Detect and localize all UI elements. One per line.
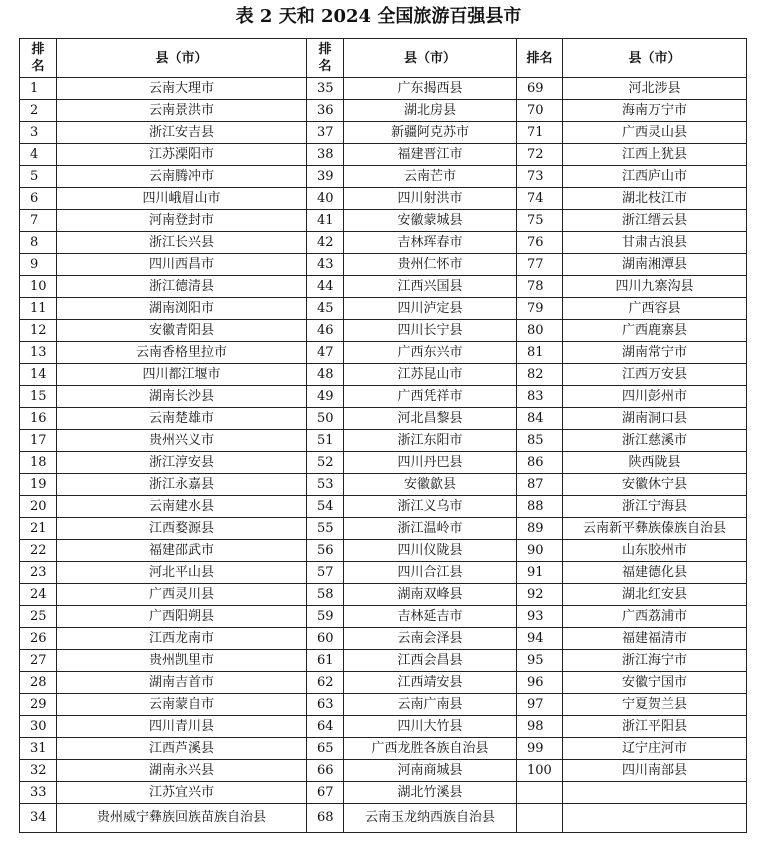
county-name-cell: 江苏昆山市 — [344, 364, 517, 386]
rank-cell: 49 — [307, 386, 344, 408]
rank-cell: 26 — [20, 628, 57, 650]
table-row — [20, 738, 747, 760]
table-row — [20, 518, 747, 540]
table-row — [20, 694, 747, 716]
rank-cell: 27 — [20, 650, 57, 672]
rank-cell: 34 — [20, 804, 57, 833]
table-row — [20, 760, 747, 782]
county-name-cell: 福建德化县 — [563, 562, 747, 584]
header-rank-char-1: 排 — [318, 42, 332, 57]
county-name-cell: 云南新平彝族傣族自治县 — [563, 518, 747, 540]
county-name-cell: 江苏宜兴市 — [57, 782, 307, 804]
rank-cell: 88 — [517, 496, 563, 518]
county-name-cell: 浙江慈溪市 — [563, 430, 747, 452]
rank-cell: 79 — [517, 298, 563, 320]
table-row — [20, 166, 747, 188]
rank-cell: 69 — [517, 78, 563, 100]
county-name-cell: 四川泸定县 — [344, 298, 517, 320]
table-row — [20, 474, 747, 496]
county-name-cell: 浙江宁海县 — [563, 496, 747, 518]
rank-cell: 19 — [20, 474, 57, 496]
county-name-cell: 湖南永兴县 — [57, 760, 307, 782]
rank-cell: 59 — [307, 606, 344, 628]
county-name-cell: 云南广南县 — [344, 694, 517, 716]
county-name-cell: 广西灵川县 — [57, 584, 307, 606]
county-name-cell: 云南景洪市 — [57, 100, 307, 122]
county-name-cell: 贵州凯里市 — [57, 650, 307, 672]
county-name-cell: 江西万安县 — [563, 364, 747, 386]
county-name-cell: 云南玉龙纳西族自治县 — [344, 804, 517, 833]
county-name-cell: 江西芦溪县 — [57, 738, 307, 760]
table-row — [20, 320, 747, 342]
rank-cell: 30 — [20, 716, 57, 738]
rank-cell: 36 — [307, 100, 344, 122]
rank-cell: 89 — [517, 518, 563, 540]
rank-cell: 16 — [20, 408, 57, 430]
rank-cell: 68 — [307, 804, 344, 833]
table-row — [20, 606, 747, 628]
county-name-cell: 辽宁庄河市 — [563, 738, 747, 760]
county-name-cell: 江西庐山市 — [563, 166, 747, 188]
rank-cell: 99 — [517, 738, 563, 760]
county-name-cell: 四川南部县 — [563, 760, 747, 782]
table-row — [20, 562, 747, 584]
county-name-cell: 宁夏贺兰县 — [563, 694, 747, 716]
rank-cell: 62 — [307, 672, 344, 694]
county-name-cell: 广西荔浦市 — [563, 606, 747, 628]
county-name-cell: 湖南湘潭县 — [563, 254, 747, 276]
rank-cell: 22 — [20, 540, 57, 562]
rank-cell: 98 — [517, 716, 563, 738]
rank-cell: 56 — [307, 540, 344, 562]
county-name-cell: 云南建水县 — [57, 496, 307, 518]
county-name-cell — [563, 804, 747, 833]
county-name-cell: 安徽青阳县 — [57, 320, 307, 342]
table-row — [20, 496, 747, 518]
county-name-cell: 安徽蒙城县 — [344, 210, 517, 232]
rank-cell: 87 — [517, 474, 563, 496]
rank-cell: 7 — [20, 210, 57, 232]
table-row — [20, 408, 747, 430]
county-name-cell: 吉林珲春市 — [344, 232, 517, 254]
county-name-cell: 陕西陇县 — [563, 452, 747, 474]
rank-cell: 61 — [307, 650, 344, 672]
county-name-cell: 安徽休宁县 — [563, 474, 747, 496]
rank-cell: 18 — [20, 452, 57, 474]
rank-cell: 6 — [20, 188, 57, 210]
table-row — [20, 650, 747, 672]
county-name-cell: 吉林延吉市 — [344, 606, 517, 628]
table-row — [20, 452, 747, 474]
table-row — [20, 122, 747, 144]
county-name-cell: 浙江永嘉县 — [57, 474, 307, 496]
rank-cell: 31 — [20, 738, 57, 760]
header-rank-char-1: 排 — [31, 42, 45, 57]
county-name-cell: 湖北竹溪县 — [344, 782, 517, 804]
county-name-cell: 湖南常宁市 — [563, 342, 747, 364]
county-name-cell: 广西容县 — [563, 298, 747, 320]
county-name-cell: 云南大理市 — [57, 78, 307, 100]
rank-cell: 96 — [517, 672, 563, 694]
table-row — [20, 254, 747, 276]
county-name-cell: 四川合江县 — [344, 562, 517, 584]
rank-cell: 82 — [517, 364, 563, 386]
county-name-cell: 贵州仁怀市 — [344, 254, 517, 276]
rank-cell: 43 — [307, 254, 344, 276]
table-row — [20, 628, 747, 650]
county-name-cell: 云南蒙自市 — [57, 694, 307, 716]
county-name-cell: 云南楚雄市 — [57, 408, 307, 430]
county-name-cell: 浙江平阳县 — [563, 716, 747, 738]
rank-cell: 35 — [307, 78, 344, 100]
county-name-cell: 甘肃古浪县 — [563, 232, 747, 254]
county-name-cell: 湖南洞口县 — [563, 408, 747, 430]
rank-cell: 13 — [20, 342, 57, 364]
county-name-cell: 浙江长兴县 — [57, 232, 307, 254]
rank-cell: 70 — [517, 100, 563, 122]
rank-cell: 1 — [20, 78, 57, 100]
rank-cell: 45 — [307, 298, 344, 320]
county-name-cell: 广西阳朔县 — [57, 606, 307, 628]
county-name-cell: 云南芒市 — [344, 166, 517, 188]
rank-cell: 52 — [307, 452, 344, 474]
rank-cell: 12 — [20, 320, 57, 342]
rank-cell: 40 — [307, 188, 344, 210]
table-row — [20, 144, 747, 166]
ranking-table — [19, 38, 747, 833]
rank-cell: 85 — [517, 430, 563, 452]
rank-cell: 80 — [517, 320, 563, 342]
rank-cell: 11 — [20, 298, 57, 320]
rank-cell: 51 — [307, 430, 344, 452]
rank-cell: 72 — [517, 144, 563, 166]
county-name-cell: 贵州兴义市 — [57, 430, 307, 452]
county-name-cell: 贵州威宁彝族回族苗族自治县 — [57, 804, 307, 833]
rank-cell: 29 — [20, 694, 57, 716]
county-name-cell: 浙江缙云县 — [563, 210, 747, 232]
county-name-cell: 广西龙胜各族自治县 — [344, 738, 517, 760]
rank-cell: 67 — [307, 782, 344, 804]
rank-cell: 95 — [517, 650, 563, 672]
county-name-cell: 安徽歙县 — [344, 474, 517, 496]
county-name-cell: 山东胶州市 — [563, 540, 747, 562]
table-row — [20, 188, 747, 210]
rank-cell: 38 — [307, 144, 344, 166]
rank-cell: 4 — [20, 144, 57, 166]
rank-cell: 81 — [517, 342, 563, 364]
rank-cell: 75 — [517, 210, 563, 232]
table-row — [20, 298, 747, 320]
rank-cell: 32 — [20, 760, 57, 782]
rank-cell: 42 — [307, 232, 344, 254]
rank-cell: 73 — [517, 166, 563, 188]
county-name-cell: 江苏溧阳市 — [57, 144, 307, 166]
rank-cell: 33 — [20, 782, 57, 804]
rank-cell: 17 — [20, 430, 57, 452]
table-row — [20, 342, 747, 364]
rank-cell: 47 — [307, 342, 344, 364]
rank-cell: 86 — [517, 452, 563, 474]
table-row — [20, 100, 747, 122]
rank-cell: 91 — [517, 562, 563, 584]
rank-cell: 71 — [517, 122, 563, 144]
county-name-cell: 四川长宁县 — [344, 320, 517, 342]
county-name-cell: 浙江安吉县 — [57, 122, 307, 144]
county-name-cell: 四川峨眉山市 — [57, 188, 307, 210]
county-name-cell: 浙江温岭市 — [344, 518, 517, 540]
table-row — [20, 276, 747, 298]
county-name-cell: 浙江淳安县 — [57, 452, 307, 474]
rank-cell: 54 — [307, 496, 344, 518]
header-rank-char-2: 名 — [318, 59, 332, 74]
county-name-cell: 湖北房县 — [344, 100, 517, 122]
table-row — [20, 584, 747, 606]
county-name-cell: 四川都江堰市 — [57, 364, 307, 386]
county-name-cell: 四川西昌市 — [57, 254, 307, 276]
rank-cell: 58 — [307, 584, 344, 606]
rank-cell: 78 — [517, 276, 563, 298]
rank-cell: 50 — [307, 408, 344, 430]
rank-cell: 14 — [20, 364, 57, 386]
county-name-cell: 湖北枝江市 — [563, 188, 747, 210]
county-name-cell: 河北平山县 — [57, 562, 307, 584]
rank-cell: 24 — [20, 584, 57, 606]
county-name-cell: 广西凭祥市 — [344, 386, 517, 408]
rank-cell: 84 — [517, 408, 563, 430]
header-name-1: 县（市） — [57, 39, 307, 78]
county-name-cell: 河北涉县 — [563, 78, 747, 100]
county-name-cell: 河北昌黎县 — [344, 408, 517, 430]
header-rank-1 — [20, 39, 57, 78]
rank-cell: 5 — [20, 166, 57, 188]
table-title: 表 2 天和 2024 全国旅游百强县市 — [235, 6, 522, 27]
county-name-cell: 江西兴国县 — [344, 276, 517, 298]
rank-cell: 92 — [517, 584, 563, 606]
county-name-cell: 湖南长沙县 — [57, 386, 307, 408]
county-name-cell: 福建邵武市 — [57, 540, 307, 562]
county-name-cell: 安徽宁国市 — [563, 672, 747, 694]
county-name-cell: 广西鹿寨县 — [563, 320, 747, 342]
rank-cell: 90 — [517, 540, 563, 562]
county-name-cell: 江西婺源县 — [57, 518, 307, 540]
rank-cell — [517, 804, 563, 833]
rank-cell: 41 — [307, 210, 344, 232]
rank-cell: 10 — [20, 276, 57, 298]
county-name-cell: 四川大竹县 — [344, 716, 517, 738]
table-row — [20, 386, 747, 408]
county-name-cell: 浙江德清县 — [57, 276, 307, 298]
rank-cell: 74 — [517, 188, 563, 210]
rank-cell: 55 — [307, 518, 344, 540]
rank-cell: 23 — [20, 562, 57, 584]
county-name-cell: 湖南浏阳市 — [57, 298, 307, 320]
table-row — [20, 232, 747, 254]
county-name-cell: 新疆阿克苏市 — [344, 122, 517, 144]
rank-cell: 8 — [20, 232, 57, 254]
rank-cell: 3 — [20, 122, 57, 144]
county-name-cell: 海南万宁市 — [563, 100, 747, 122]
rank-cell: 65 — [307, 738, 344, 760]
county-name-cell — [563, 782, 747, 804]
county-name-cell: 浙江义乌市 — [344, 496, 517, 518]
county-name-cell: 广西灵山县 — [563, 122, 747, 144]
county-name-cell: 湖南双峰县 — [344, 584, 517, 606]
county-name-cell: 四川丹巴县 — [344, 452, 517, 474]
county-name-cell: 湖北红安县 — [563, 584, 747, 606]
county-name-cell: 江西上犹县 — [563, 144, 747, 166]
rank-cell: 53 — [307, 474, 344, 496]
county-name-cell: 四川仪陇县 — [344, 540, 517, 562]
table-row — [20, 210, 747, 232]
rank-cell: 28 — [20, 672, 57, 694]
rank-cell: 76 — [517, 232, 563, 254]
county-name-cell: 四川九寨沟县 — [563, 276, 747, 298]
rank-cell: 44 — [307, 276, 344, 298]
rank-cell: 66 — [307, 760, 344, 782]
table-row — [20, 716, 747, 738]
header-rank-2 — [307, 39, 344, 78]
county-name-cell: 四川青川县 — [57, 716, 307, 738]
county-name-cell: 四川射洪市 — [344, 188, 517, 210]
rank-cell: 48 — [307, 364, 344, 386]
county-name-cell: 福建晋江市 — [344, 144, 517, 166]
county-name-cell: 福建福清市 — [563, 628, 747, 650]
table-row — [20, 430, 747, 452]
rank-cell: 60 — [307, 628, 344, 650]
county-name-cell: 湖南吉首市 — [57, 672, 307, 694]
table-row — [20, 540, 747, 562]
county-name-cell: 江西龙南市 — [57, 628, 307, 650]
header-rank-char-2: 名 — [31, 59, 45, 74]
county-name-cell: 江西靖安县 — [344, 672, 517, 694]
rank-cell: 64 — [307, 716, 344, 738]
header-rank-3: 排名 — [517, 39, 563, 78]
rank-cell: 100 — [517, 760, 563, 782]
county-name-cell: 广东揭西县 — [344, 78, 517, 100]
rank-cell: 39 — [307, 166, 344, 188]
county-name-cell: 河南登封市 — [57, 210, 307, 232]
table-row — [20, 804, 747, 833]
county-name-cell: 河南商城县 — [344, 760, 517, 782]
county-name-cell: 四川彭州市 — [563, 386, 747, 408]
county-name-cell: 浙江东阳市 — [344, 430, 517, 452]
rank-cell: 93 — [517, 606, 563, 628]
rank-cell: 46 — [307, 320, 344, 342]
header-row — [20, 39, 747, 78]
rank-cell: 94 — [517, 628, 563, 650]
table-row — [20, 672, 747, 694]
rank-cell: 20 — [20, 496, 57, 518]
rank-cell: 97 — [517, 694, 563, 716]
table-row — [20, 78, 747, 100]
rank-cell: 25 — [20, 606, 57, 628]
county-name-cell: 云南香格里拉市 — [57, 342, 307, 364]
rank-cell: 63 — [307, 694, 344, 716]
rank-cell: 83 — [517, 386, 563, 408]
county-name-cell: 江西会昌县 — [344, 650, 517, 672]
rank-cell: 77 — [517, 254, 563, 276]
rank-cell: 21 — [20, 518, 57, 540]
header-name-3: 县（市） — [563, 39, 747, 78]
county-name-cell: 广西东兴市 — [344, 342, 517, 364]
county-name-cell: 浙江海宁市 — [563, 650, 747, 672]
rank-cell: 57 — [307, 562, 344, 584]
rank-cell — [517, 782, 563, 804]
rank-cell: 15 — [20, 386, 57, 408]
county-name-cell: 云南腾冲市 — [57, 166, 307, 188]
rank-cell: 9 — [20, 254, 57, 276]
table-row — [20, 782, 747, 804]
header-name-2: 县（市） — [344, 39, 517, 78]
rank-cell: 37 — [307, 122, 344, 144]
rank-cell: 2 — [20, 100, 57, 122]
table-row — [20, 364, 747, 386]
county-name-cell: 云南会泽县 — [344, 628, 517, 650]
